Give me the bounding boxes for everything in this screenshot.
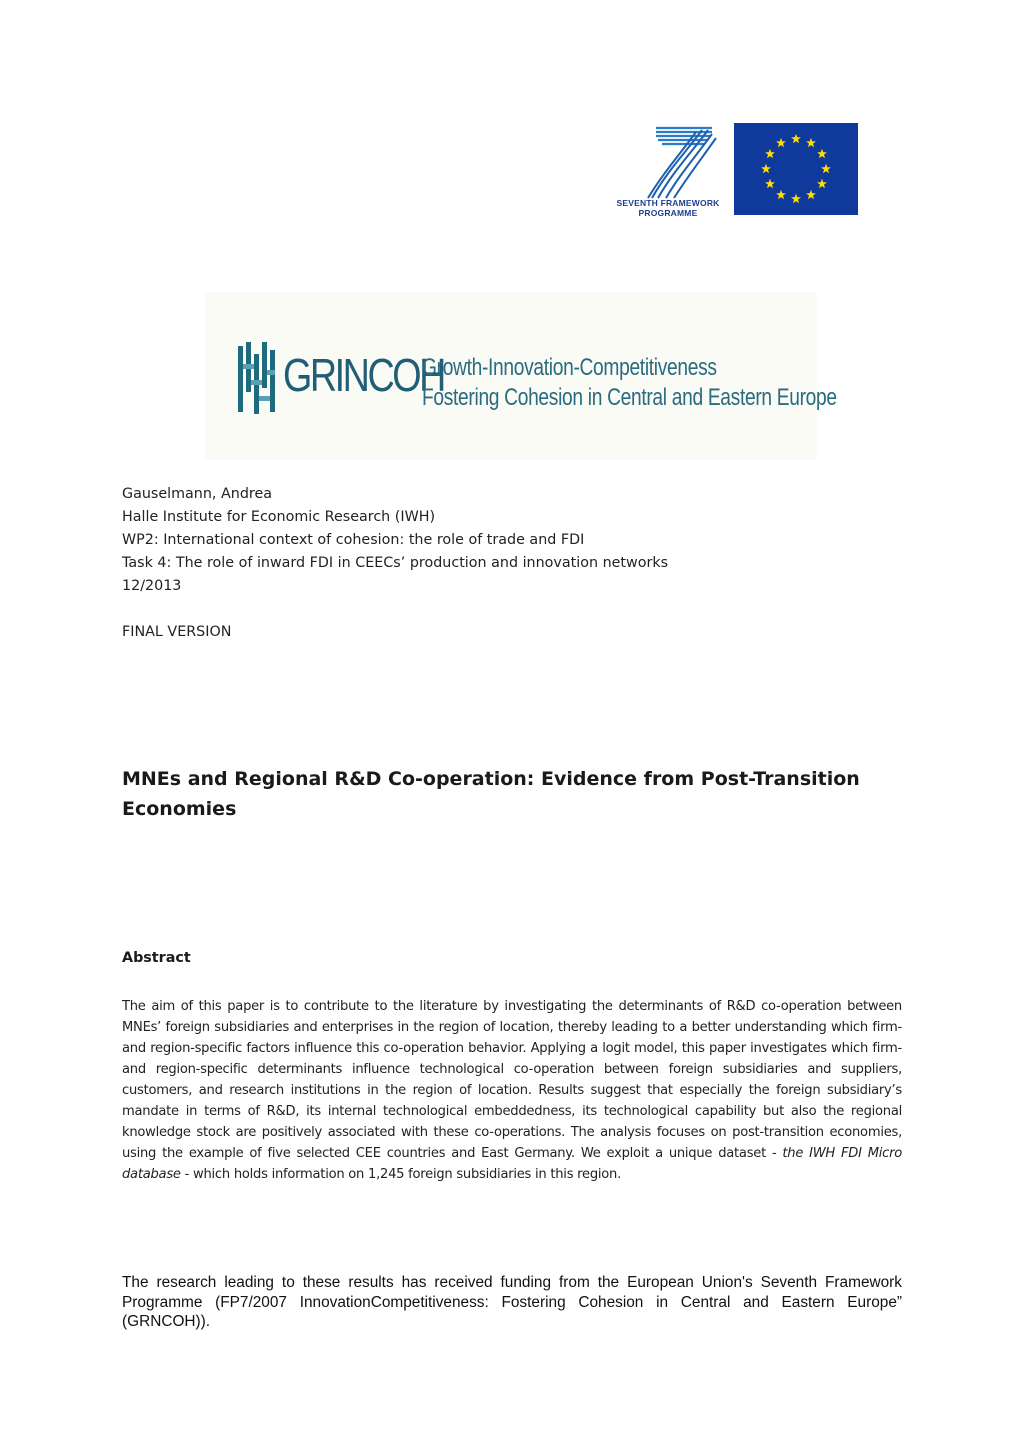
eu-star-icon: [791, 194, 801, 203]
eu-star-icon: [761, 164, 771, 173]
version-label: FINAL VERSION: [122, 624, 232, 640]
eu-star-icon: [806, 138, 816, 147]
funding-note: The research leading to these results has received funding from the European Union's Seventh Framework Programme (FP7/2007 InnovationCompetitiveness: Fostering Cohesion in Central and Eastern Europe” (GRNCOH)).: [122, 1274, 902, 1330]
fp7-logo: [612, 122, 724, 222]
fp7-text-line2: PROGRAMME: [638, 208, 698, 218]
paper-title: MNEs and Regional R&D Co-operation: Evidence from Post-Transition Economies: [122, 768, 860, 820]
grincoh-emblem-icon: [236, 340, 278, 418]
abstract-text-1: The aim of this paper is to contribute to the literature by investigating the determinants of R&D co-operation between MNEs’ foreign subsidiaries and enterprises in the region of location, thereby leading to a better understanding which firm- and region-specific factors influence this co-operation behavior. Applying a logit model, this paper investigates which firm- and region-specific determinants influence technological co-operation between foreign subsidiaries and suppliers, customers, and research institutions in the region of location. Results suggest that especially the foreign subsidiary’s mandate in terms of R&D, its internal technological embeddedness, its technological capability but also the regional knowledge stock are positively associated with these co-operations. The analysis focuses on post-transition economies, using the example of five selected CEE countries and East Germany. We exploit a unique dataset -: [122, 999, 902, 1161]
grincoh-tagline-2: Fostering Cohesion in Central and Eastern Europe: [422, 384, 837, 411]
abstract-body: [122, 996, 902, 1185]
eu-star-icon: [817, 179, 827, 188]
abstract-text-2: - which holds information on 1,245 foreign subsidiaries in this region.: [180, 1167, 621, 1182]
eu-star-icon: [817, 149, 827, 158]
abstract-dataset-name: the IWH FDI Micro database: [122, 1146, 902, 1182]
eu-flag-icon: [734, 123, 858, 215]
task: Task 4: The role of inward FDI in CEECs’ production and innovation networks: [122, 555, 669, 571]
eu-star-icon: [791, 134, 801, 143]
institution: Halle Institute for Economic Research (IWH): [122, 509, 436, 525]
grincoh-wordmark: GRINCOH: [283, 349, 444, 401]
fp7-text-line1: SEVENTH FRAMEWORK: [616, 198, 720, 208]
eu-star-icon: [776, 190, 786, 199]
fp7-seven-icon: [612, 122, 724, 202]
eu-stars: [734, 123, 858, 215]
eu-star-icon: [806, 190, 816, 199]
eu-star-icon: [765, 149, 775, 158]
eu-star-icon: [765, 179, 775, 188]
work-package: WP2: International context of cohesion: the role of trade and FDI: [122, 532, 585, 548]
date: 12/2013: [122, 578, 182, 594]
abstract-heading: Abstract: [122, 950, 191, 966]
author: Gauselmann, Andrea: [122, 486, 273, 502]
grincoh-tagline-1: Growth-Innovation-Competitiveness: [422, 354, 717, 381]
eu-star-icon: [821, 164, 831, 173]
eu-star-icon: [776, 138, 786, 147]
